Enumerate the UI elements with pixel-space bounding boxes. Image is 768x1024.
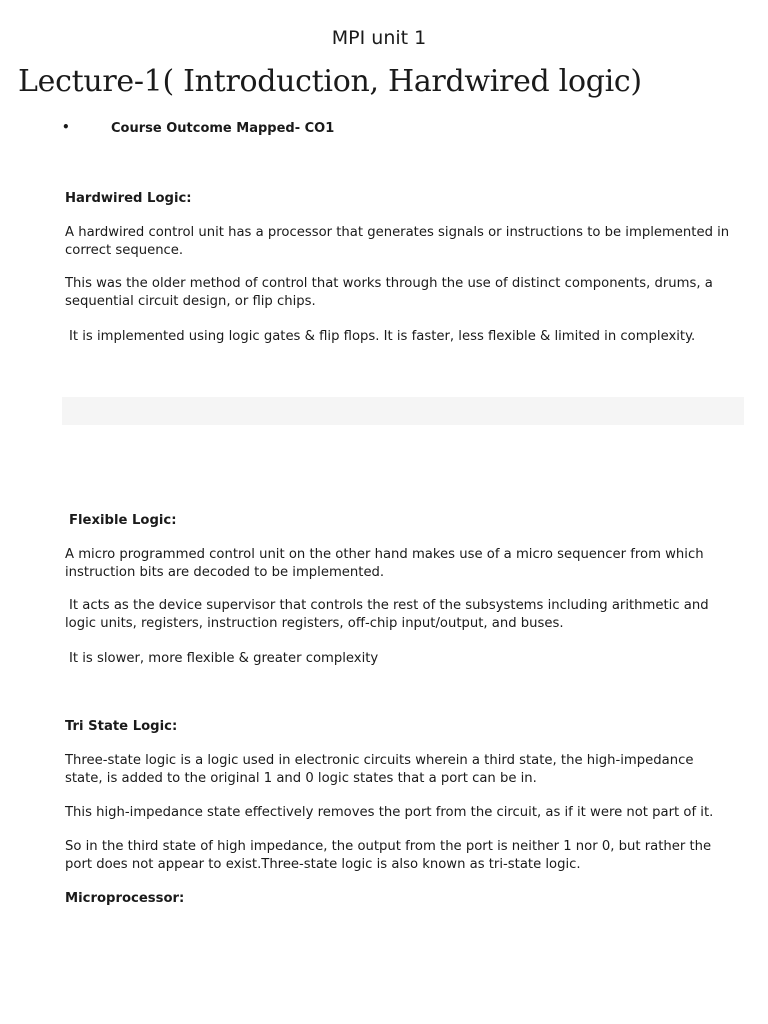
flexible-para-3: It is slower, more flexible & greater complexity <box>69 651 379 666</box>
flexible-title: Flexible Logic: <box>69 513 177 528</box>
hardwired-title: Hardwired Logic: <box>65 191 192 206</box>
document-title: MPI unit 1 <box>331 27 427 49</box>
hardwired-para-1: A hardwired control unit has a processor that generates signals or instructions to be implemented in correct sequence. <box>65 225 730 258</box>
tristate-title: Tri State Logic: <box>65 719 178 734</box>
tristate-para-3: So in the third state of high impedance, the output from the port is neither 1 nor 0, but rather the port does not appear to exist.Three-state logic is also known as tri-state logic. <box>65 839 712 872</box>
flexible-para-1: A micro programmed control unit on the other hand makes use of a micro sequencer from which instruction bits are decoded to be implemented. <box>65 547 704 580</box>
hardwired-para-3: It is implemented using logic gates & flip flops. It is faster, less flexible & limited in complexity. <box>69 329 696 344</box>
tristate-para-1: Three-state logic is a logic used in electronic circuits wherein a third state, the high-impedance state, is added to the original 1 and 0 logic states that a port can be in. <box>65 753 694 786</box>
flexible-para-2 <box>65 597 735 633</box>
course-outcome-text: Course Outcome Mapped- CO1 <box>111 121 335 136</box>
flexible-para-2-text: It acts as the device supervisor that controls the rest of the subsystems including arithmetic and logic units, registers, instruction registers, off-chip input/output, and buses. <box>65 598 709 631</box>
blank-figure-area <box>62 397 744 425</box>
hardwired-para-2: This was the older method of control that works through the use of distinct components, drums, a sequential circuit design, or flip chips. <box>65 276 713 309</box>
microprocessor-title: Microprocessor: <box>65 891 185 906</box>
bullet-marker: • <box>62 120 70 134</box>
tristate-para-2: This high-impedance state effectively removes the port from the circuit, as if it were not part of it. <box>65 805 714 820</box>
lecture-heading: Lecture-1( Introduction, Hardwired logic) <box>18 64 642 99</box>
